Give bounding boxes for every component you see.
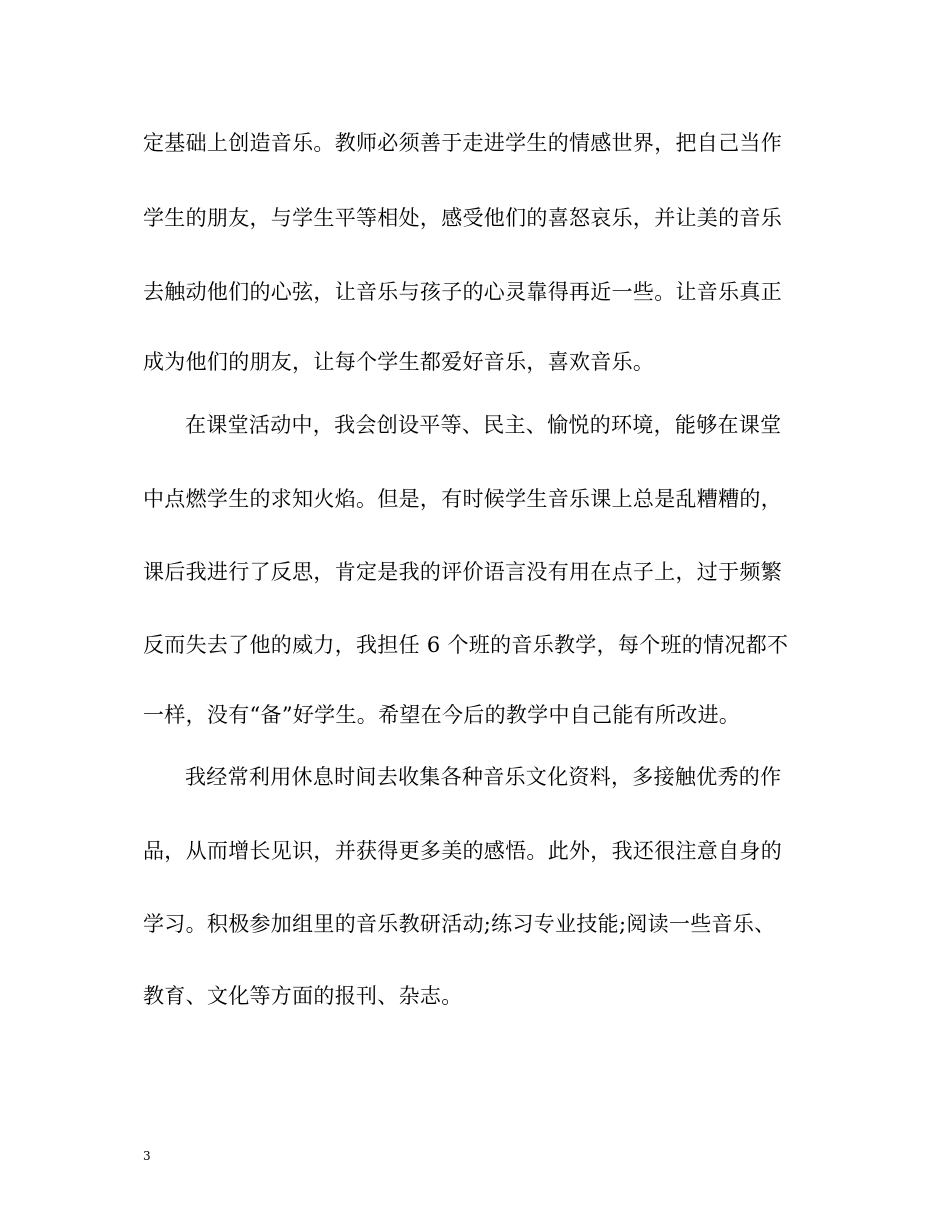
text-line: 反而失去了他的威力，我担任 6 个班的音乐教学，每个班的情况都不 bbox=[143, 633, 789, 657]
text-line: 一样，没有“备”好学生。希望在今后的教学中自己能有所改进。 bbox=[143, 703, 741, 727]
paragraph-start-line: 在课堂活动中，我会创设平等、民主、愉悦的环境，能够在课堂 bbox=[185, 413, 782, 437]
paragraph-start-line: 我经常利用休息时间去收集各种音乐文化资料，多接触优秀的作 bbox=[185, 765, 782, 789]
text-line: 中点燃学生的求知火焰。但是，有时候学生音乐课上总是乱糟糟的， bbox=[143, 487, 782, 511]
text-line: 教育、文化等方面的报刊、杂志。 bbox=[143, 984, 463, 1008]
text-line: 学生的朋友，与学生平等相处，感受他们的喜怒哀乐，并让美的音乐 bbox=[143, 206, 782, 230]
text-line: 成为他们的朋友，让每个学生都爱好音乐，喜欢音乐。 bbox=[143, 350, 655, 374]
text-line: 学习。积极参加组里的音乐教研活动;练习专业技能;阅读一些音乐、 bbox=[143, 912, 776, 936]
text-line: 定基础上创造音乐。教师必须善于走进学生的情感世界，把自己当作 bbox=[143, 131, 782, 155]
text-line: 品，从而增长见识，并获得更多美的感悟。此外，我还很注意自身的 bbox=[143, 839, 782, 863]
text-line: 去触动他们的心弦，让音乐与孩子的心灵靠得再近一些。让音乐真正 bbox=[143, 280, 782, 304]
page-number: 3 bbox=[143, 1149, 151, 1163]
text-line: 课后我进行了反思，肯定是我的评价语言没有用在点子上，过于频繁 bbox=[143, 560, 782, 584]
